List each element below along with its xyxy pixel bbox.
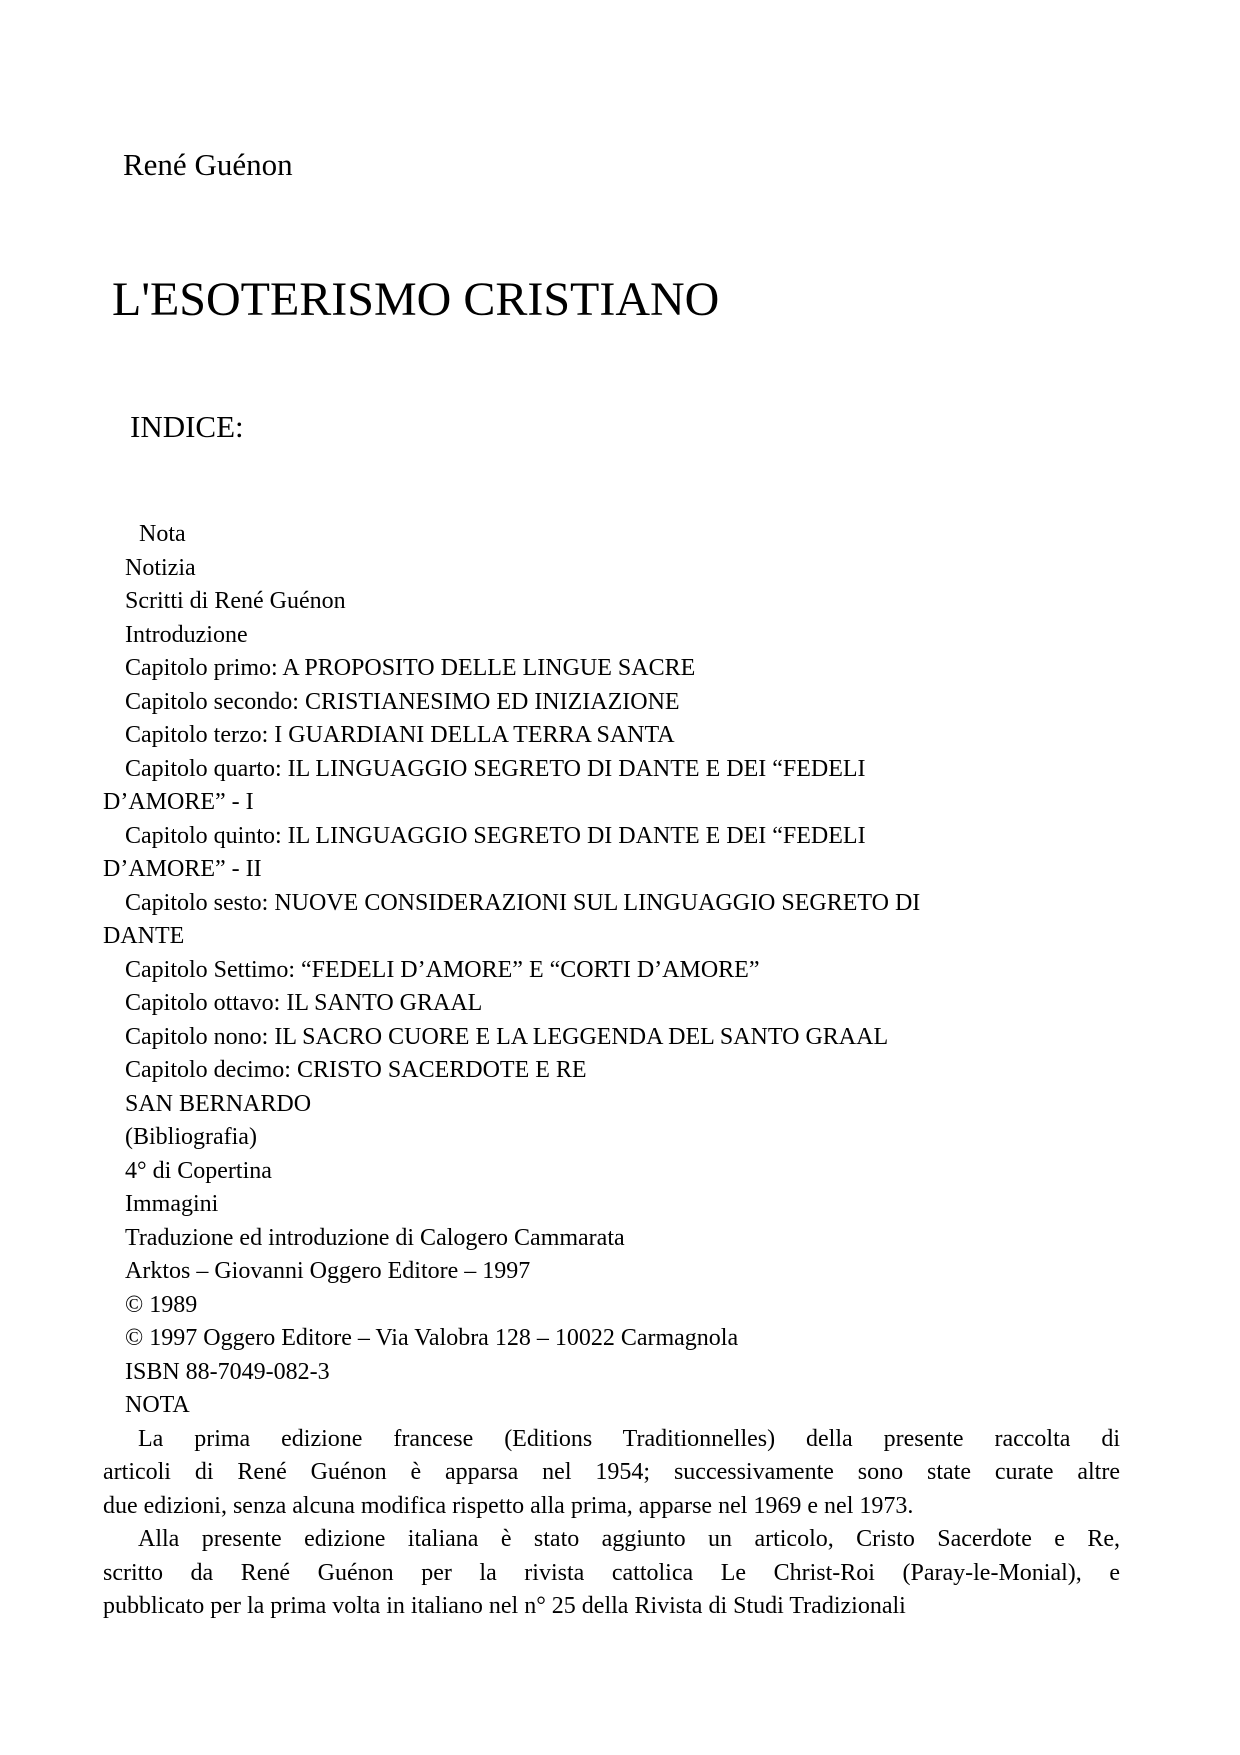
index-text-block [103,518,1120,1624]
text-line: Capitolo secondo: CRISTIANESIMO ED INIZIAZIONE [125,688,680,715]
text-line: Introduzione [125,621,248,648]
text-line: articoli di René Guénon è apparsa nel 1954; successivamente sono state curate altre [103,1459,1120,1485]
text-line: Capitolo terzo: I GUARDIANI DELLA TERRA SANTA [125,722,675,748]
text-line: © 1997 Oggero Editore – Via Valobra 128 – 10022 Carmagnola [125,1325,739,1351]
text-line: due edizioni, senza alcuna modifica rispetto alla prima, apparse nel 1969 e nel 1973. [103,1492,914,1519]
text-line: Capitolo ottavo: IL SANTO GRAAL [125,990,483,1016]
text-line: SAN BERNARDO [125,1090,312,1117]
text-line: D’AMORE” - I [103,789,254,815]
text-line: Nota [139,521,186,547]
text-line: Notizia [125,554,196,581]
text-line: Capitolo nono: IL SACRO CUORE E LA LEGGENDA DEL SANTO GRAAL [125,1023,889,1050]
text-line: Capitolo quarto: IL LINGUAGGIO SEGRETO DI DANTE E DEI “FEDELI [125,755,866,782]
text-line: La prima edizione francese (Editions Traditionnelles) della presente raccolta di [138,1425,1120,1452]
text-line: Capitolo sesto: NUOVE CONSIDERAZIONI SUL LINGUAGGIO SEGRETO DI [125,889,921,916]
text-line: pubblicato per la prima volta in italiano nel n° 25 della Rivista di Studi Tradizionali [103,1593,906,1619]
text-line: Alla presente edizione italiana è stato aggiunto un articolo, Cristo Sacerdote e Re, [138,1526,1120,1552]
author-name: René Guénon [123,147,293,182]
text-line: Immagini [125,1191,219,1217]
text-line: Capitolo quinto: IL LINGUAGGIO SEGRETO DI DANTE E DEI “FEDELI [125,822,866,849]
text-line: 4° di Copertina [125,1157,272,1184]
text-line: Scritti di René Guénon [125,588,346,614]
book-title: L'ESOTERISMO CRISTIANO [112,273,720,326]
text-line: Capitolo primo: A PROPOSITO DELLE LINGUE SACRE [125,655,696,681]
index-heading: INDICE: [130,409,244,444]
text-line: (Bibliografia) [125,1124,257,1150]
text-line: Traduzione ed introduzione di Calogero Cammarata [125,1224,625,1251]
text-line: NOTA [125,1392,190,1418]
text-line: scritto da René Guénon per la rivista cattolica Le Christ-Roi (Paray-le-Monial), e [103,1559,1120,1586]
text-line: D’AMORE” - II [103,856,262,882]
text-line: ISBN 88-7049-082-3 [125,1358,330,1385]
text-line: Capitolo Settimo: “FEDELI D’AMORE” E “CORTI D’AMORE” [125,956,760,983]
text-line: Capitolo decimo: CRISTO SACERDOTE E RE [125,1057,587,1083]
text-line: Arktos – Giovanni Oggero Editore – 1997 [125,1258,531,1284]
text-line: DANTE [103,923,185,949]
text-line: © 1989 [125,1291,198,1318]
